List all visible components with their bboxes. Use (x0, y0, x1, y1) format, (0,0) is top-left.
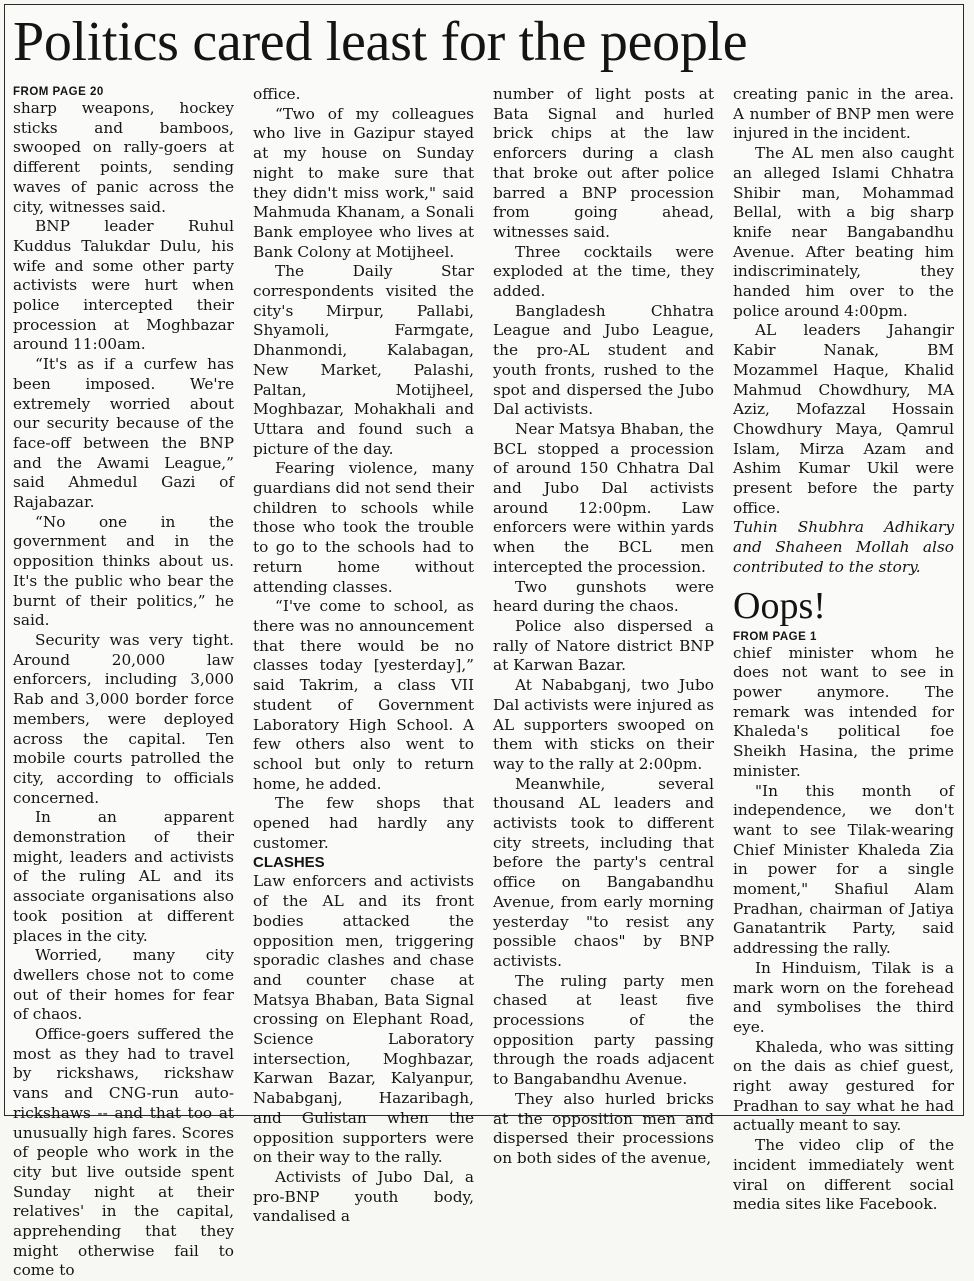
paragraph: “I've come to school, as there was no announcement that there would be no classes today [yesterday],” said Takrim, a class VII student of Government Laboratory High School. A few others also went to school but only to return home, he added. (253, 597, 474, 793)
paragraph: number of light posts at Bata Signal and hurled brick chips at the law enforcers during a clash that broke out after police barred a BNP procession from going ahead, witnesses said. (493, 85, 714, 241)
column-4 (733, 85, 954, 1214)
paragraph: The Daily Star correspondents visited the city's Mirpur, Pallabi, Shyamoli, Farmgate, Dhanmondi, Kalabagan, New Market, Palashi, Paltan, Motijheel, Moghbazar, Mohakhali and Uttara and found such a picture of the day. (253, 262, 474, 458)
paragraph: At Nababganj, two Jubo Dal activists were injured as AL supporters swooped on them with sticks on their way to the rally at 2:00pm. (493, 676, 714, 773)
paragraph: Office-goers suffered the most as they had to travel by rickshaws, rickshaw vans and CNG-run auto-rickshaws -- and that too at unusually high fares. Scores of people who work in the city but live outside spent Sunday night at their relatives' in the capital, apprehending that they might otherwise fail to come to (13, 1025, 234, 1280)
section-subhead: CLASHES (253, 854, 325, 872)
paragraph: “Two of my colleagues who live in Gazipur stayed at my house on Sunday night to make sure that they didn't miss work," said Mahmuda Khanam, a Sonali Bank employee who lives at Bank Colony at Motijheel. (253, 104, 474, 261)
paragraph: Police also dispersed a rally of Natore district BNP at Karwan Bazar. (493, 616, 714, 675)
paragraph: Law enforcers and activists of the AL and its front bodies attacked the opposition men, triggering sporadic clashes and chase and counter chase at Matsya Bhaban, Bata Signal crossing on Elephant Road, Science Laboratory intersection, Moghbazar, Karwan Bazar, Kalyanpur, Nababganj, Hazaribagh, and Gulistan when the opposition supporters were on their way to the rally. (253, 872, 474, 1167)
paragraph: In Hinduism, Tilak is a mark worn on the forehead and symbolises the third eye. (733, 958, 954, 1036)
paragraph: They also hurled bricks at the opposition men and dispersed their processions on both sides of the avenue, (493, 1089, 714, 1167)
paragraph: Activists of Jubo Dal, a pro-BNP youth body, vandalised a (253, 1167, 474, 1226)
paragraph: The AL men also caught an alleged Islami Chhatra Shibir man, Mohammad Bellal, with a big sharp knife near Bangabandhu Avenue. After beating him indiscriminately, they handed him over to the police around 4:00pm. (733, 144, 954, 320)
paragraph: Near Matsya Bhaban, the BCL stopped a procession of around 150 Chhatra Dal and Jubo Dal activists around 12:00pm. Law enforcers were within yards when the BCL men intercepted the procession. (493, 419, 714, 576)
jump-kicker: FROM PAGE 20 (13, 86, 104, 98)
paragraph: Bangladesh Chhatra League and Jubo League, the pro-AL student and youth fronts, rushed to the spot and dispersed the Jubo Dal activists. (493, 301, 714, 419)
paragraph: sharp weapons, hockey sticks and bamboos, swooped on rally-goers at different points, sending waves of panic across the city, witnesses said. (13, 99, 234, 216)
jump-kicker: FROM PAGE 1 (733, 630, 817, 643)
headline: Politics cared least for the people (13, 11, 748, 73)
paragraph: Worried, many city dwellers chose not to come out of their homes for fear of chaos. (13, 946, 234, 1024)
paragraph: Fearing violence, many guardians did not send their children to schools while those who took the trouble to go to the schools had to return home without attending classes. (253, 459, 474, 596)
paragraph: The few shops that opened had hardly any customer. (253, 794, 474, 852)
paragraph: creating panic in the area. A number of BNP men were injured in the incident. (733, 85, 954, 143)
column-2 (253, 85, 474, 1226)
paragraph: chief minister whom he does not want to see in power anymore. The remark was intended for Khaleda's political foe Sheikh Hasina, the prime minister. (733, 643, 954, 780)
paragraph: “No one in the government and in the opposition thinks about us. It's the public who bear the burnt of their politics,” he said. (13, 512, 234, 630)
contributor-credit: Tuhin Shubhra Adhikary and Shaheen Mollah also contributed to the story. (733, 518, 954, 576)
paragraph: In an apparent demonstration of their might, leaders and activists of the ruling AL and its associate organisations also took position at different places in the city. (13, 808, 234, 945)
paragraph: “It's as if a curfew has been imposed. We're extremely worried about our security because of the face-off between the BNP and the Awami League,” said Ahmedul Gazi of Rajabazar. (13, 355, 234, 512)
newspaper-page (4, 4, 964, 1280)
paragraph: office. (253, 85, 301, 103)
paragraph: Two gunshots were heard during the chaos. (493, 577, 714, 616)
paragraph: Security was very tight. Around 20,000 law enforcers, including 3,000 Rab and 3,000 border force members, were deployed across the capital. Ten mobile courts patrolled the city, according to officials concerned. (13, 630, 234, 807)
paragraph: AL leaders Jahangir Kabir Nanak, BM Mozammel Haque, Khalid Mahmud Chowdhury, MA Aziz, Mofazzal Hossain Chowdhury Maya, Qamrul Islam, Mirza Azam and Ashim Kumar Ukil were present before the party office. (733, 321, 954, 517)
paragraph: Meanwhile, several thousand AL leaders and activists took to different city streets, including that before the party's central office on Bangabandhu Avenue, from early morning yesterday "to resist any possible chaos" by BNP activists. (493, 774, 714, 970)
paragraph: "In this month of independence, we don't want to see Tilak-wearing Chief Minister Khaleda Zia in power for a single moment," Shafiul Alam Pradhan, chairman of Jatiya Ganatantrik Party, said addressing the rally. (733, 781, 954, 958)
paragraph: Khaleda, who was sitting on the dais as chief guest, right away gestured for Pradhan to say what he had actually meant to say. (733, 1037, 954, 1135)
paragraph: Three cocktails were exploded at the time, they added. (493, 242, 714, 301)
story-headline-oops: Oops! (733, 584, 826, 627)
paragraph: The ruling party men chased at least five processions of the opposition party passing through the roads adjacent to Bangabandhu Avenue. (493, 971, 714, 1089)
column-1 (13, 85, 234, 1280)
paragraph: The video clip of the incident immediately went viral on different social media sites like Facebook. (733, 1136, 954, 1214)
paragraph: BNP leader Ruhul Kuddus Talukdar Dulu, his wife and some other party activists were hurt when police intercepted their procession at Moghbazar around 11:00am. (13, 217, 234, 354)
column-3 (493, 85, 714, 1167)
